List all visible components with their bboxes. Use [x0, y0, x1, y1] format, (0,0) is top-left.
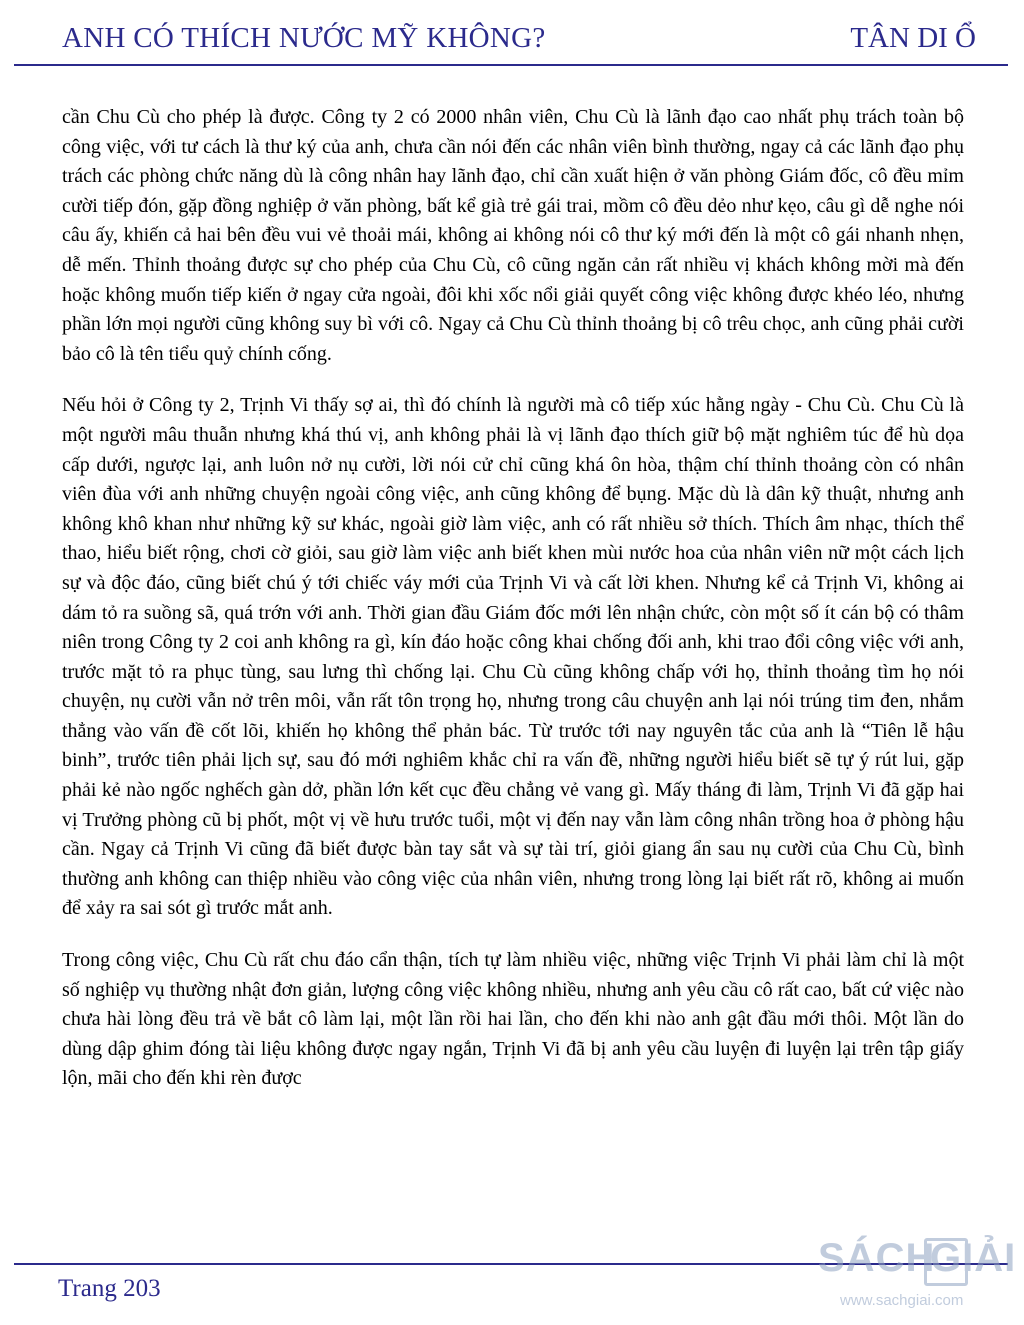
page-body	[62, 103, 964, 1116]
watermark-logo	[818, 1236, 1018, 1316]
page-header	[0, 0, 1024, 70]
body-paragraph: cần Chu Cù cho phép là được. Công ty 2 có 2000 nhân viên, Chu Cù là lãnh đạo cao nhất phụ trách toàn bộ công việc, với tư cách là thư ký của anh, chưa cần nói đến các nhân viên bình thường, ngay cả các lãnh đạo phụ trách các phòng chức năng dù là công nhân hay lãnh đạo, chỉ cần xuất hiện ở văn phòng Giám đốc, cô đều mỉm cười tiếp đón, gặp đồng nghiệp ở văn phòng, bất kể già trẻ gái trai, mồm cô đều dẻo như kẹo, câu gì dễ nghe nói câu ấy, khiến cả hai bên đều vui vẻ thoải mái, không ai không nói cô thư ký mới đến là một cô gái nhanh nhẹn, dễ mến. Thỉnh thoảng được sự cho phép của Chu Cù, cô cũng ngăn cản rất nhiều vị khách không mời mà đến hoặc không muốn tiếp kiến ở ngay cửa ngoài, đôi khi xốc nổi giải quyết công việc không được khéo léo, nhưng phần lớn mọi người cũng không suy bì với cô. Ngay cả Chu Cù thỉnh thoảng bị cô trêu chọc, anh cũng phải cười bảo cô là tên tiểu quỷ chính cống.	[62, 106, 964, 365]
header-divider	[14, 64, 1008, 66]
watermark-brand-right: GIẢI	[930, 1236, 1017, 1280]
body-paragraph: Nếu hỏi ở Công ty 2, Trịnh Vi thấy sợ ai, thì đó chính là người mà cô tiếp xúc hằng ngày - Chu Cù. Chu Cù là một người mâu thuẫn nhưng khá thú vị, anh không phải là vị lãnh đạo thích giữ bộ mặt nghiêm túc để hù dọa cấp dưới, ngược lại, anh luôn nở nụ cười, lời nói cử chỉ cũng khá ôn hòa, thậm chí thỉnh thoảng còn có nhân viên đùa với anh những chuyện ngoài công việc, anh cũng không để bụng. Mặc dù là dân kỹ thuật, nhưng anh không khô khan như những kỹ sư khác, ngoài giờ làm việc, anh có rất nhiều sở thích. Thích âm nhạc, thích thể thao, hiểu biết rộng, chơi cờ giỏi, sau giờ làm việc anh biết khen mùi nước hoa của nhân viên nữ một cách lịch sự và độc đáo, cũng biết chú ý tới chiếc váy mới của Trịnh Vi và cất lời khen. Nhưng kể cả Trịnh Vi, không ai dám tỏ ra suồng sã, quá trớn với anh. Thời gian đầu Giám đốc mới lên nhận chức, còn một số ít cán bộ có thâm niên trong Công ty 2 coi anh không ra gì, kín đáo hoặc công khai chống đối anh, khi trao đổi công việc với anh, trước mặt tỏ ra phục tùng, sau lưng thì chống lại. Chu Cù cũng không chấp với họ, thỉnh thoảng tìm họ nói chuyện, nụ cười vẫn nở trên môi, vẫn rất tôn trọng họ, nhưng trong câu chuyện anh lại nói trúng tim đen, nhắm thẳng vào vấn đề cốt lõi, khiến họ không thể phản bác. Từ trước tới nay nguyên tắc của anh là “Tiên lễ hậu binh”, trước tiên phải lịch sự, sau đó mới nghiêm khắc chỉ ra vấn đề, những người hiểu biết sẽ tự ý rút lui, gặp phải kẻ nào ngốc nghếch gàn dở, phần lớn kết cục đều chẳng vẻ vang gì. Mấy tháng đi làm, Trịnh Vi đã gặp hai vị Trưởng phòng cũ bị phốt, một vị về hưu trước tuổi, một vị đến nay vẫn làm công nhân trồng hoa ở phòng hậu cần. Ngay cả Trịnh Vi cũng đã biết được bàn tay sắt và sự tài trí, giỏi giang ẩn sau nụ cười của Chu Cù, bình thường anh không can thiệp nhiều vào công việc của nhân viên, nhưng trong lòng lại biết rất rõ, không ai muốn để xảy ra sai sót gì trước mắt anh.	[62, 394, 964, 920]
page-number: Trang 203	[58, 1275, 161, 1302]
watermark-url: www.sachgiai.com	[840, 1292, 964, 1309]
book-author: TÂN DI Ổ	[850, 22, 976, 54]
body-paragraph: Trong công việc, Chu Cù rất chu đáo cẩn thận, tích tự làm nhiều việc, những việc Trịnh Vi phải làm chỉ là một số nghiệp vụ thường nhật đơn giản, lượng công việc không nhiều, nhưng anh yêu cầu cô rất cao, bất cứ việc nào chưa hài lòng đều trả về bắt cô làm lại, một lần rồi hai lần, cho đến khi nào anh gật đầu mới thôi. Một lần do dùng dập ghim đóng tài liệu không được ngay ngắn, Trịnh Vi đã bị anh yêu cầu luyện đi luyện lại trên tập giấy lộn, mãi cho đến khi rèn được	[62, 949, 964, 1090]
watermark-brand-left: SÁCH	[818, 1236, 936, 1280]
book-title: ANH CÓ THÍCH NƯỚC MỸ KHÔNG?	[62, 22, 546, 54]
